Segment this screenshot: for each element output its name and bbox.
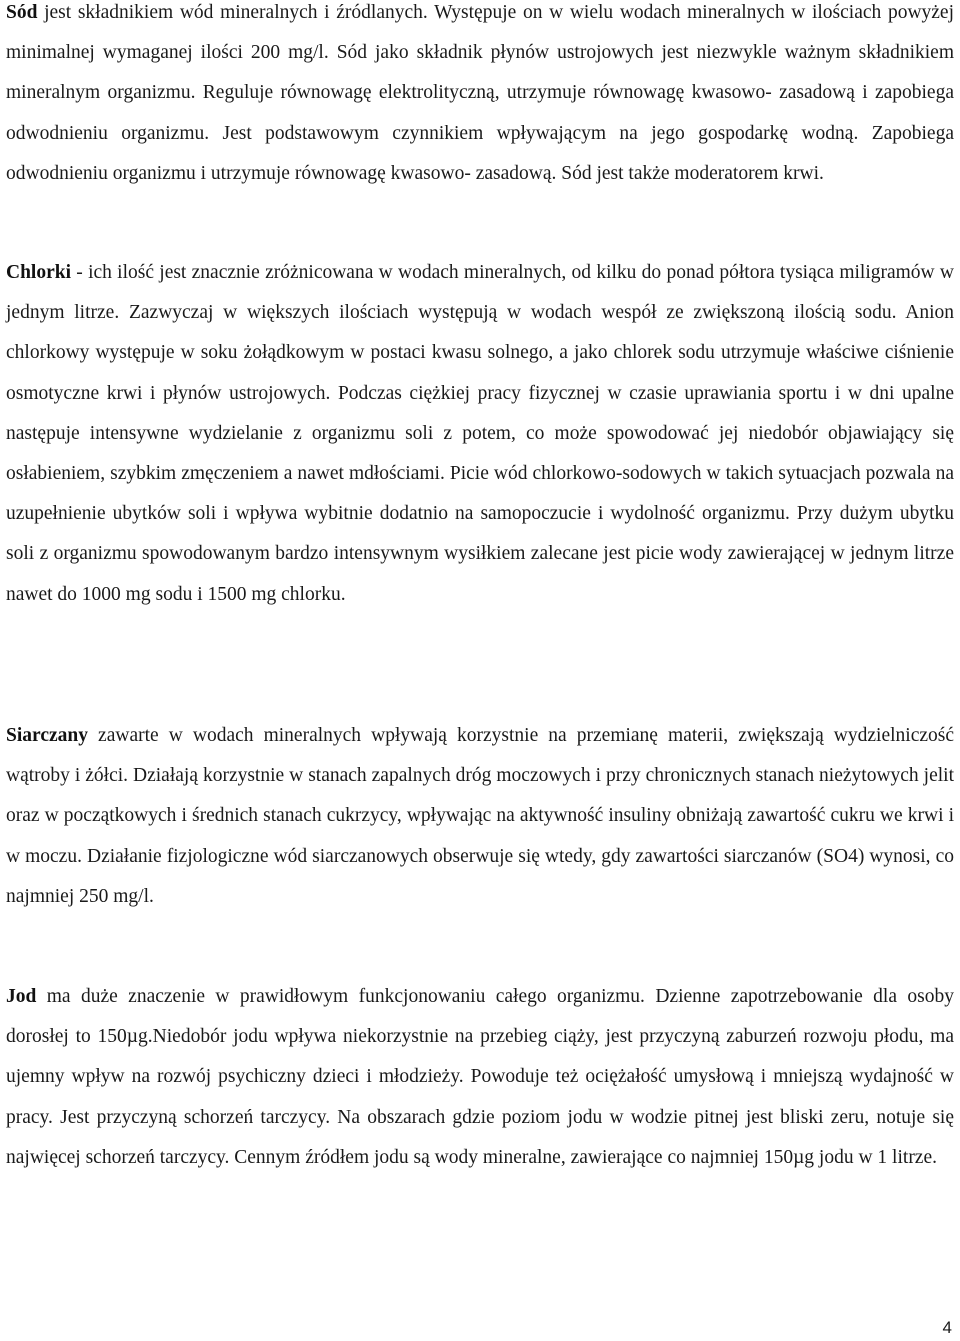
paragraph-iodine-text: ma duże znaczenie w prawidłowym funkcjonowaniu całego organizmu. Dzienne zapotrzebowanie dla osoby dorosłej to 150µg.Niedobór jodu wpływa niekorzystnie na przebieg ciąży, jest przyczyną zaburzeń rozwoju płodu, ma ujemny wpływ na rozwój psychiczny dzieci i młodzieży. Powoduje też ociężałość umysłową i mniejszą wydajność w pracy. Jest przyczyną schorzeń tarczycy. Na obszarach gdzie poziom jodu w wodzie pitnej jest bliski zeru, notuje się najwięcej schorzeń tarczycy. Cennym źródłem jodu są wody mineralne, zawierające co najmniej 150µg jodu w 1 litrze. — [6, 986, 954, 1168]
paragraph-sodium-text: jest składnikiem wód mineralnych i źródlanych. Występuje on w wielu wodach mineralnych w ilościach powyżej minimalnej wymaganej ilości 200 mg/l. Sód jako składnik płynów ustrojowych jest niezwykle ważnym składnikiem mineralnym organizmu. Reguluje równowagę elektrolityczną, utrzymuje równowagę kwasowo- zasadową i zapobiega odwodnieniu organizmu. Jest podstawowym czynnikiem wpływającym na jego gospodarkę wodną. Zapobiega odwodnieniu organizmu i utrzymuje równowagę kwasowo- zasadową. Sód jest także moderatorem krwi. — [6, 2, 954, 184]
term-sulfates: Siarczany — [6, 725, 88, 746]
term-iodine: Jod — [6, 986, 37, 1007]
term-sodium: Sód — [6, 2, 38, 23]
paragraph-sulfates — [6, 716, 954, 917]
paragraph-chlorides-text: - ich ilość jest znacznie zróżnicowana w wodach mineralnych, od kilku do ponad półtora tysiąca miligramów w jednym litrze. Zazwyczaj w większych ilościach występują w wodach wespół ze zwiększoną ilością sodu. Anion chlorkowy występuje w soku żołądkowym w postaci kwasu solnego, a jako chlorek sodu utrzymuje właściwe ciśnienie osmotyczne krwi i płynów ustrojowych. Podczas ciężkiej pracy fizycznej w czasie uprawiania sportu i w dni upalne następuje intensywne wydzielanie z organizmu soli z potem, co może spowodować jej niedobór objawiający się osłabieniem, szybkim zmęczeniem a nawet mdłościami. Picie wód chlorkowo-sodowych w takich sytuacjach pozwala na uzupełnienie ubytków soli i wpływa wybitnie dodatnio na samopoczucie i wydolność organizmu. Przy dużym ubytku soli z organizmu spowodowanym bardzo intensywnym wysiłkiem zalecane jest picie wody zawierającej w jednym litrze nawet do 1000 mg sodu i 1500 mg chlorku. — [6, 262, 954, 605]
paragraph-sodium — [6, 0, 954, 194]
paragraph-sulfates-text: zawarte w wodach mineralnych wpływają korzystnie na przemianę materii, zwiększają wydzielniczość wątroby i żółci. Działają korzystnie w stanach zapalnych dróg moczowych i przy chronicznych stanach nieżytowych jelit oraz w początkowych i średnich stanach cukrzycy, wpływając na aktywność insuliny obniżają zawartość cukru we krwi i w moczu. Działanie fizjologiczne wód siarczanowych obserwuje się wtedy, gdy zawartości siarczanów (SO4) wynosi, co najmniej 250 mg/l. — [6, 725, 954, 907]
page-number: 4 — [942, 1318, 952, 1337]
paragraph-iodine — [6, 977, 954, 1178]
term-chlorides: Chlorki — [6, 262, 72, 283]
paragraph-chlorides — [6, 253, 954, 615]
